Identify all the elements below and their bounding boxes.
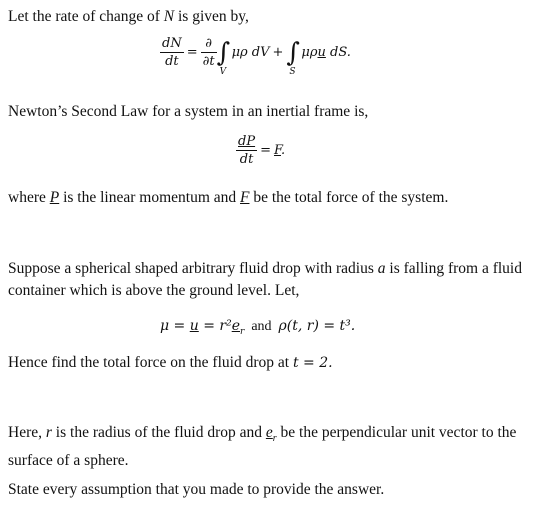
plus-sign: + [272, 45, 284, 60]
question-line [8, 352, 533, 374]
var-P: P [49, 189, 60, 206]
text-a: Here, [8, 424, 46, 441]
integral-sub-V: V [219, 66, 227, 77]
definitions-line [8, 187, 533, 209]
equation-rate-of-change [160, 36, 351, 77]
F: F [273, 143, 281, 158]
text-b: is the linear momentum and [59, 189, 241, 206]
t-value: t = 2. [292, 355, 333, 371]
frac-num: dN [162, 36, 182, 51]
force-term [274, 143, 285, 158]
text-a: Hence find the total force on the fluid drop at [8, 354, 293, 371]
var-e: e [265, 424, 273, 441]
text-b: is falling from a fluid container which is above the ground level. Let, [8, 260, 522, 299]
intro-text: Let the rate of change of [8, 8, 164, 25]
var-N: N [163, 8, 175, 25]
integral-sign: ∫ [216, 37, 231, 68]
text-c: be the total force of the system. [249, 189, 449, 206]
var-a: a [377, 260, 386, 277]
frac-den: ∂t [202, 54, 215, 69]
u-vec: u [189, 318, 199, 334]
frac-num [236, 134, 257, 151]
integral-surface [286, 37, 300, 77]
var-r: r [45, 424, 52, 441]
e-sub: r [240, 326, 245, 337]
intro-text-end: is given by, [174, 8, 249, 25]
dP: dP [238, 134, 256, 149]
text-c: be the perpendicular unit vector to the surface of a sphere. [8, 424, 517, 470]
frac-dP-dt [236, 134, 257, 167]
integrand-volume: μρ dV [231, 45, 270, 60]
integral-sign: ∫ [286, 37, 300, 68]
equals-sign: = [260, 143, 271, 158]
frac-den: dt [165, 54, 179, 69]
mu-eq: μ = [160, 318, 190, 334]
integral-volume [216, 37, 231, 77]
integrand-u: u [317, 45, 326, 60]
and-word: and [244, 319, 279, 334]
e-vec: e [231, 318, 240, 334]
e-sub: r [272, 433, 277, 445]
equation-newton [236, 134, 285, 167]
rho-eq: ρ(t, r) = t³. [278, 318, 356, 334]
frac-dN-dt [160, 36, 184, 69]
r-squared: = r² [198, 318, 232, 334]
integrand-dS: dS. [325, 45, 351, 60]
equals-sign: = [186, 45, 198, 60]
text-a: Suppose a spherical shaped arbitrary fluid drop with radius [8, 260, 378, 277]
text-a: where [8, 189, 50, 206]
problem-setup [8, 258, 533, 302]
var-F: F [240, 189, 250, 206]
equation-definitions [160, 318, 355, 337]
intro-line [8, 6, 533, 28]
integrand-surface [301, 45, 351, 60]
text-b: is the radius of the fluid drop and [51, 424, 266, 441]
period: . [280, 143, 286, 158]
integrand-a: μρ [301, 45, 318, 60]
frac-den: dt [239, 152, 254, 167]
newton-law-line: Newton’s Second Law for a system in an inertial frame is, [8, 103, 369, 120]
assumption-instruction: State every assumption that you made to provide the answer. [8, 481, 385, 498]
radius-explanation [8, 422, 533, 472]
integral-sub-S: S [289, 66, 296, 77]
frac-partial [201, 36, 217, 69]
frac-num: ∂ [201, 36, 217, 53]
